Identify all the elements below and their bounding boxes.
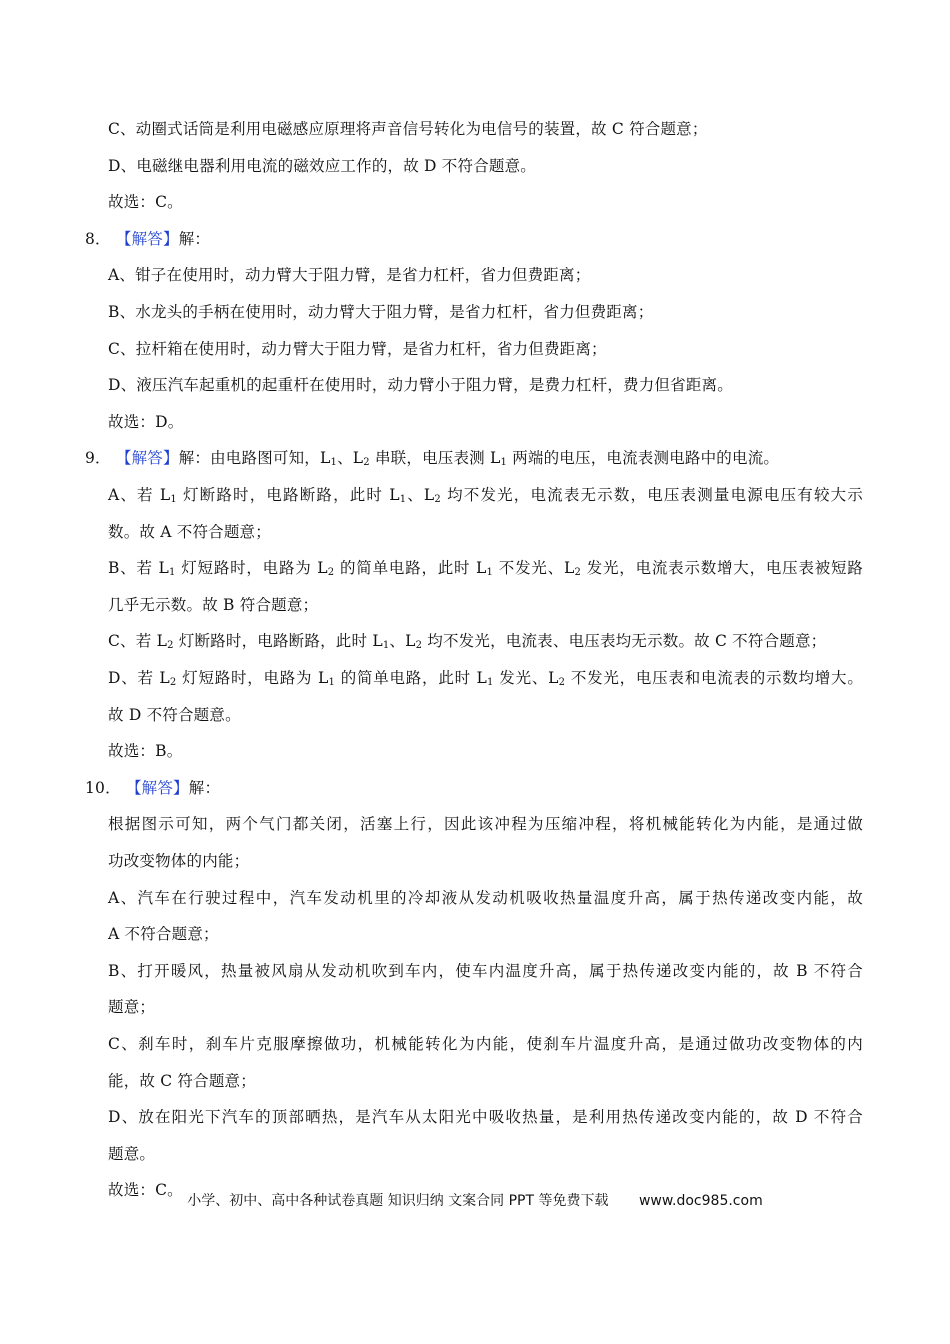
footer-site-link[interactable]: www.doc985.com [638,1193,763,1209]
answer-text: 解： [188,778,221,797]
question-heading [85,227,840,251]
text-line: 功改变物体的内能； [108,852,250,870]
text-line: 故选：B。 [108,742,183,761]
text-line: B、若 $L_1$ 灯短路时，电路为 $L_2$ 的简单电路，此时 $L_1$ 不发光、$L_2$ 发光，电流表示数增大，电压表被短路 [108,559,863,579]
text-line: 能，故 C 符合题意； [108,1071,256,1090]
text-line: 故 D 不符合题意。 [108,705,241,724]
text-line: A、钳子在使用时，动力臂大于阻力臂，是省力杠杆，省力但费距离； [108,266,591,285]
text-line: D、放在阳光下汽车的顶部晒热，是汽车从太阳光中吸收热量，是利用热传递改变内能的，故 D 不符合 [108,1108,863,1127]
text-line: A、若 $L_1$ 灯断路时，电路断路，此时 $L_1$、$L_2$ 均不发光，电流表无示数，电压表测量电源电压有较大示 [108,486,863,505]
answer-text: 解：由电路图可知，$L_1$、$L_2$ 串联，电压表测 $L_1$ 两端的电压，电流表测电路中的电流。 [178,449,780,469]
text-line: D、液压汽车起重机的起重杆在使用时，动力臂小于阻力臂，是费力杠杆，费力但省距离。 [108,376,733,395]
text-line: D、电磁继电器利用电流的磁效应工作的，故 D 不符合题意。 [108,156,537,175]
text-line: A 不符合题意； [108,925,219,944]
text-line: 题意； [108,998,156,1017]
footer-text: 小学、初中、高中各种试卷真题 知识归纳 文案合同 PPT 等免费下载 [187,1193,609,1209]
text-line: 故选：C。 [108,193,183,212]
footer [0,1190,950,1210]
text-line: C、刹车时，刹车片克服摩擦做功，机械能转化为内能，使刹车片温度升高，是通过做功改变物体的内 [108,1035,863,1053]
text-line: C、若 $L_2$ 灯断路时，电路断路，此时 $L_1$、$L_2$ 均不发光，电流表、电压表均无示数。故 C 不符合题意； [108,632,827,652]
question-number: 9． [85,449,116,468]
text-line: 故选：C。 [108,1181,183,1200]
text-line: 题意。 [108,1144,156,1163]
answer-tag: 【解答】 [115,229,179,248]
text-line: B、打开暖风，热量被风扇从发动机吹到车内，使车内温度升高，属于热传递改变内能的，故 B 不符合 [108,961,863,980]
text-line: 故选：D。 [108,412,184,431]
text-line: D、若 $L_2$ 灯短路时，电路为 $L_1$ 的简单电路，此时 $L_1$ 发光、$L_2$ 不发光，电压表和电流表的示数均增大。 [108,669,864,688]
text-line: B、水龙头的手柄在使用时，动力臂大于阻力臂，是省力杠杆，省力但费距离； [108,303,654,321]
text-line: 数。故 A 不符合题意； [108,522,271,541]
text-line: 根据图示可知，两个气门都关闭，活塞上行，因此该冲程为压缩冲程，将机械能转化为内能，是通过做 [108,815,863,834]
answer-text: 解： [178,229,211,248]
text-line: A、汽车在行驶过程中，汽车发动机里的冷却液从发动机吸收热量温度升高，属于热传递改变内能，故 [108,888,863,907]
question-heading [85,446,840,470]
question-heading [85,776,840,800]
question-number: 8． [85,229,116,248]
answer-tag: 【解答】 [125,778,189,797]
text-line: C、拉杆箱在使用时，动力臂大于阻力臂，是省力杠杆，省力但费距离； [108,339,607,358]
text-line: C、动圈式话筒是利用电磁感应原理将声音信号转化为电信号的装置，故 C 符合题意； [108,120,708,138]
text-line: 几乎无示数。故 B 符合题意； [108,595,319,614]
answer-tag: 【解答】 [115,449,179,468]
question-number: 10． [85,778,126,797]
